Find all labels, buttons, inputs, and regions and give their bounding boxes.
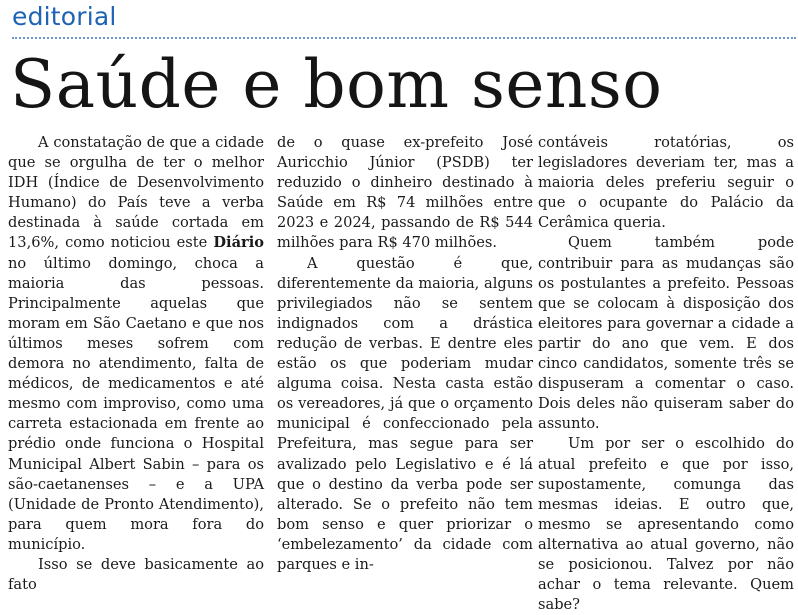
paragraph: de o quase ex-prefeito José Auricchio Júnior (PSDB) ter reduzido o dinheiro destinado à Saúde em R$ 74 milhões entre 2023 e 2024, passando de R$ 544 milhões para R$ 470 milhões.	[277, 134, 533, 252]
paragraph: Quem também pode contribuir para as mudanças são os postulantes a prefeito. Pessoas que se colocam à disposição dos eleitores para governar a cidade a partir do ano que vem. E dos cinco candidatos, somente três se dispuseram a comentar o caso. Dois deles não quiseram saber do assunto.	[538, 234, 794, 433]
newspaper-name: Diário	[213, 234, 264, 252]
paragraph: Um por ser o escolhido do atual prefeito e que por isso, supostamente, comunga das mesmas ideias. E outro que, mesmo se apresentando como alternativa ao atual governo, não se posicionou. Talvez por não achar o tema relevante. Quem sabe?	[538, 435, 794, 614]
article-column-1	[8, 133, 264, 595]
paragraph: A questão é que, diferentemente da maioria, alguns privilegiados não se sentem indignados com a drástica redução de verbas. E dentre eles estão os que poderiam mudar alguma coisa. Nesta casta estão os vereadores, já que o orçamento municipal é confeccionado pela Prefeitura, mas segue para ser avalizado pelo Legislativo e é lá que o destino da verba pode ser alterado. Se o prefeito não tem bom senso e quer priorizar o ‘embelezamento’ da cidade com parques e in-	[277, 254, 533, 573]
paragraph: Isso se deve basicamente ao fato	[8, 555, 264, 594]
section-divider	[12, 37, 796, 39]
section-label: editorial	[12, 2, 117, 31]
article-column-3	[538, 133, 794, 615]
paragraph: contáveis rotatórias, os legisladores deveriam ter, mas a maioria deles preferiu seguir o que o ocupante do Palácio da Cerâmica queria.	[538, 134, 794, 232]
article-column-2	[277, 133, 533, 575]
headline: Saúde e bom senso	[10, 46, 663, 123]
paragraph: A constatação de que a cidade que se orgulha de ter o melhor IDH (Índice de Desenvolvimento Humano) do País teve a verba destinada à saúde cortada em 13,6%, como noticiou este Diário no último domingo, choca a maioria das pessoas. Principalmente aquelas que moram em São Caetano e que nos últimos meses sofrem com demora no atendimento, falta de médicos, de medicamentos e até mesmo com improviso, como uma carreta estacionada em frente ao prédio onde funciona o Hospital Municipal Albert Sabin – para os são-caetanenses – e a UPA (Unidade de Pronto Atendimento), para quem mora fora do município.	[8, 134, 264, 553]
